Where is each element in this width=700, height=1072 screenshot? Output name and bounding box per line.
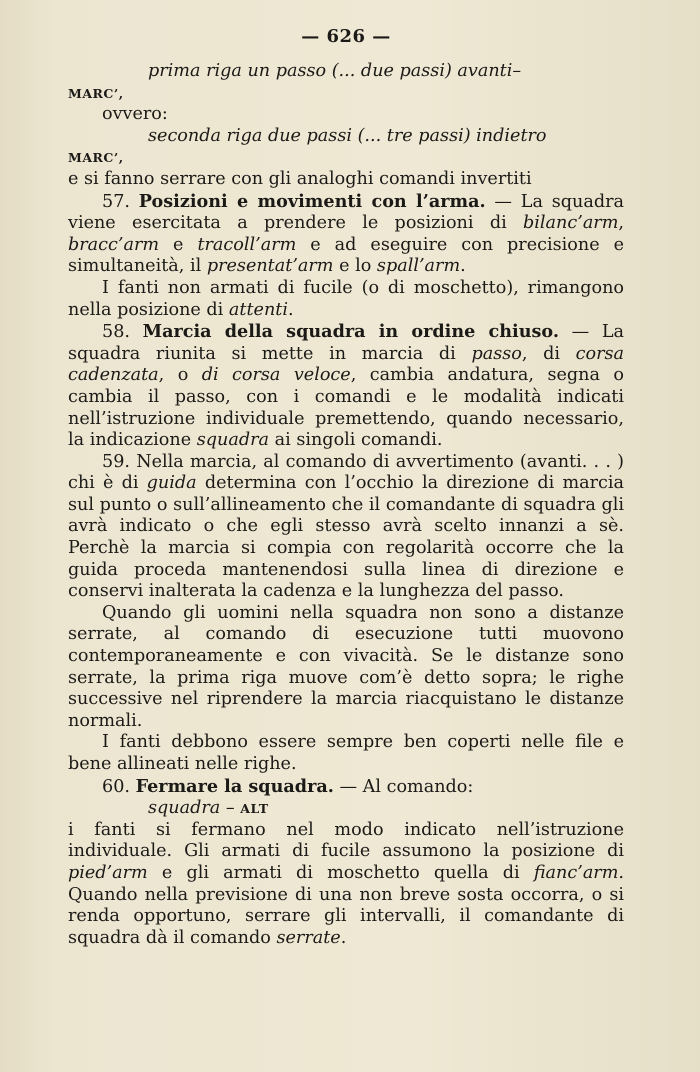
command-line: prima riga un passo (... due passi) avanti– (148, 61, 522, 81)
section-57: 57. Posizioni e movimenti con l’arma. — La squadra viene esercitata a prendere le posizioni di bilanc’arm, bracc’arm e tracoll’arm e ad eseguire con precisione e simultaneità, il presentat’arm e lo spall’arm. (68, 190, 624, 277)
body-text (68, 61, 624, 949)
section-60: 60. Fermare la squadra. — Al comando: (102, 775, 474, 797)
command-word: MARC’, (68, 150, 124, 166)
paragraph: Quando gli uomini nella squadra non sono a distanze serrate, al comando di esecuzione tutti muovono contemporaneamente e con vivacità. Se le distanze sono serrate, la prima riga muove com’è detto sopra; le righe successive nel riprendere la marcia riacquistano le distanze normali. (68, 602, 624, 731)
section-heading: Fermare la squadra. (135, 775, 334, 797)
paragraph: i fanti si fermano nel modo indicato nell’istruzione individuale. Gli armati di fucile assumono la posizione di pied’arm e gli armati di moschetto quella di fianc’arm. Quando nella previsione di una non breve sosta occorra, o si renda opportuno, serrare gli intervalli, il comandante di squadra dà il comando serrate. (68, 819, 624, 948)
command-word: MARC’, (68, 85, 124, 101)
section-58: 58. Marcia della squadra in ordine chiuso. — La squadra riunita si mette in marcia di passo, di corsa cadenzata, o di corsa veloce, cambia andatura, segna o cambia il passo, con i comandi e le modalità indicati nell’istruzione individuale premettendo, quando necessario, la indicazione squadra ai singoli comandi. (68, 321, 625, 451)
command-line: seconda riga due passi (... tre passi) indietro (148, 125, 547, 146)
page-number: — 626 — (301, 26, 391, 47)
command-line: squadra – ALT (148, 798, 269, 819)
paragraph: e si fanno serrare con gli analoghi comandi invertiti (68, 168, 532, 189)
paragraph: I fanti debbono essere sempre ben coperti nelle file e bene allineati nelle righe. (68, 732, 624, 774)
paragraph: ovvero: (102, 104, 168, 125)
paragraph: I fanti non armati di fucile (o di moschetto), rimangono nella posizione di attenti. (68, 277, 624, 320)
section-59: 59. Nella marcia, al comando di avvertimento (avanti. . . ) chi è di guida determina con l’occhio la direzione di marcia sul punto o sull’allineamento che il comandante di squadra gli avrà indicato o che egli stesso avrà scelto innanzi a sè. Perchè la marcia si compia con regolarità occorre che la guida proceda mantenendosi sulla linea di direzione e conservi inalterata la cadenza e la lunghezza del passo. (68, 451, 624, 602)
section-heading: Posizioni e movimenti con l’arma. (138, 190, 486, 212)
section-heading: Marcia della squadra in ordine chiuso. (142, 321, 559, 343)
